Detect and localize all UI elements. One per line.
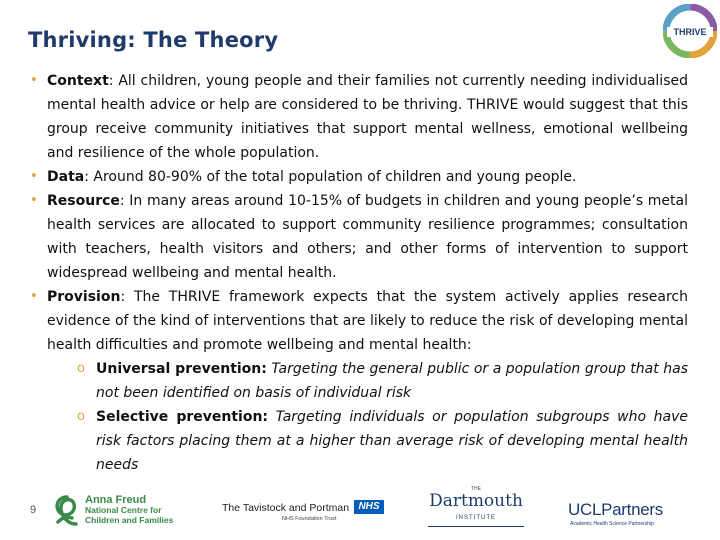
dartmouth-name: Dartmouth	[429, 491, 523, 511]
tavistock-subtitle: NHS Foundation Trust	[282, 516, 337, 522]
sub-item-selective-prevention	[30, 405, 688, 477]
bullet-dot-icon: •	[30, 169, 38, 184]
bullet-term: Data	[47, 169, 85, 185]
ucl-partners-subtitle: Academic Health Science Partnership	[570, 521, 654, 527]
bullet-term: Context	[47, 73, 109, 89]
slide-title: Thriving: The Theory	[28, 28, 279, 52]
footer	[0, 480, 720, 540]
anna-freud-knot-icon	[52, 494, 82, 528]
dartmouth-the: THE	[471, 486, 481, 492]
bullet-dot-icon: •	[30, 289, 38, 304]
dartmouth-divider	[428, 526, 524, 527]
page-number: 9	[30, 504, 37, 516]
bullet-data	[30, 165, 688, 189]
bullet-context	[30, 69, 688, 165]
anna-freud-line1: National Centre for	[85, 505, 162, 515]
slide-content	[30, 69, 688, 477]
bullet-dot-icon: •	[30, 193, 38, 208]
thrive-logo-text: THRIVE	[667, 27, 713, 37]
anna-freud-name: Anna Freud	[85, 494, 147, 506]
bullet-resource	[30, 189, 688, 285]
bullet-text: : All children, young people and their families not currently needing individualised mental health advice or help are considered to be thriving. THRIVE would suggest that this group receive community initiatives that support mental wellness, emotional wellbeing and resilience of the whole population.	[47, 73, 688, 161]
thrive-logo	[663, 4, 717, 58]
bullet-term: Resource	[47, 193, 120, 209]
dartmouth-institute: INSTITUTE	[456, 515, 496, 521]
sub-bullet-circle-icon: o	[77, 409, 85, 424]
ucl-partners-name: UCLPartners	[568, 500, 663, 519]
anna-freud-subtitle	[85, 505, 173, 525]
nhs-badge: NHS	[354, 500, 384, 514]
ucl-partners-logo	[568, 494, 678, 530]
sub-item-term: Universal prevention:	[96, 361, 267, 377]
anna-freud-logo	[52, 494, 182, 530]
tavistock-name: The Tavistock and Portman	[222, 502, 350, 514]
sub-item-term: Selective prevention:	[96, 409, 269, 425]
tavistock-portman-logo	[222, 498, 384, 532]
bullet-dot-icon: •	[30, 73, 38, 88]
anna-freud-line2: Children and Families	[85, 515, 174, 525]
sub-item-text: Targeting individuals or population subgroups who have risk factors placing them at a higher than average risk of developing mental health needs	[96, 409, 689, 473]
bullet-text: : In many areas around 10-15% of budgets in children and young people’s metal health services are allocated to support community resilience programmes; consultation with teachers, health visitors and others; and other forms of intervention to support widespread wellbeing and mental health.	[47, 193, 688, 281]
bullet-text: : The THRIVE framework expects that the system actively applies research evidence of the kind of interventions that are likely to reduce the risk of developing mental health difficulties and promote wellbeing and mental health:	[47, 289, 688, 353]
bullet-provision	[30, 285, 688, 357]
dartmouth-institute-logo	[424, 486, 528, 536]
bullet-term: Provision	[47, 289, 121, 305]
sub-item-text: Targeting the general public or a population group that has not been identified on basis of individual risk	[96, 361, 689, 401]
sub-bullet-circle-icon: o	[77, 361, 85, 376]
bullet-text: : Around 80-90% of the total population of children and young people.	[84, 169, 577, 185]
sub-item-universal-prevention	[30, 357, 688, 405]
